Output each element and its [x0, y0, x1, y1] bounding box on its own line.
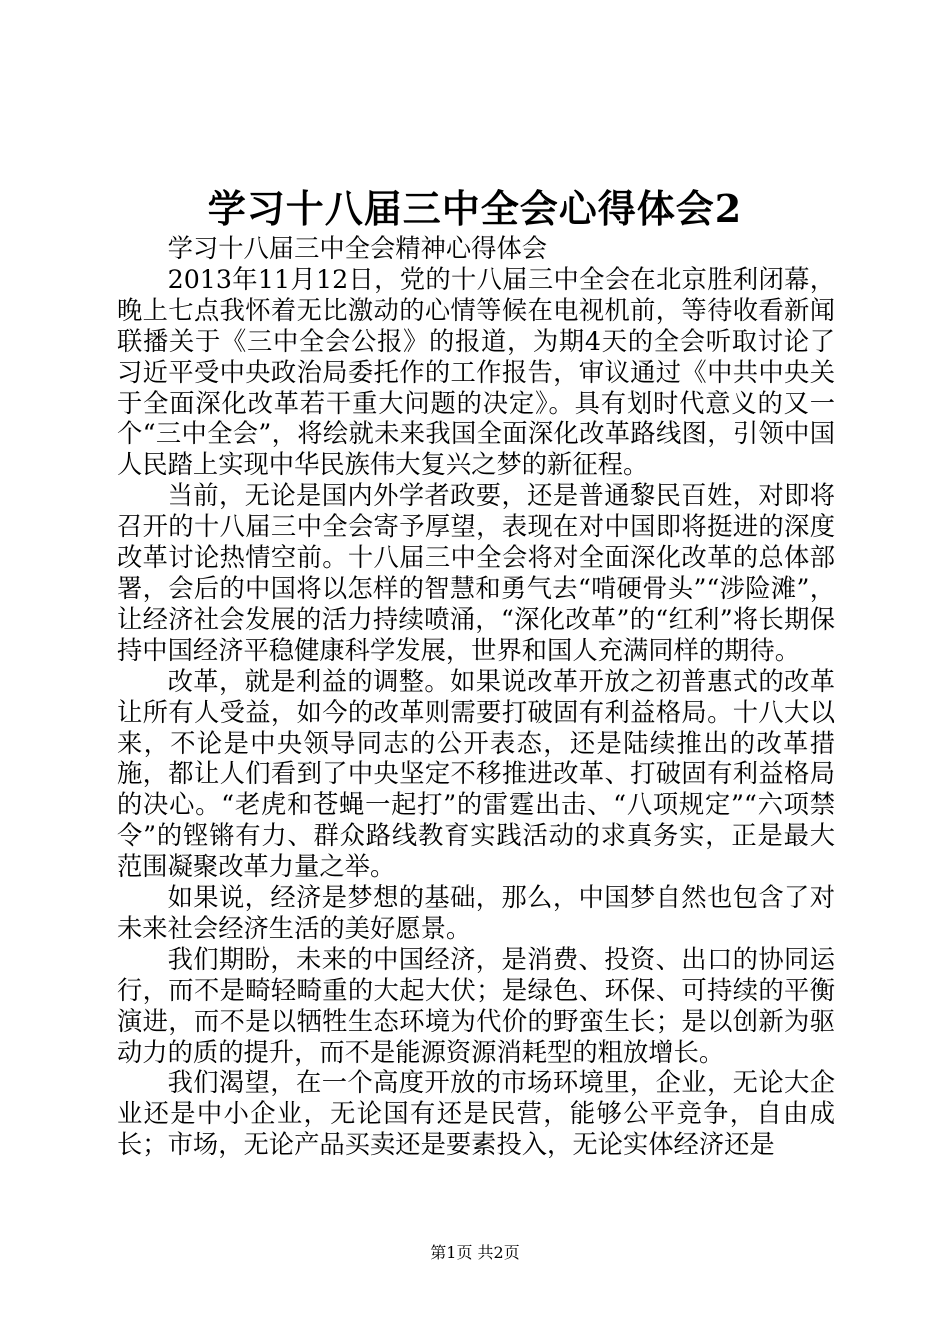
page-number-footer: 第1页 共2页	[430, 1243, 520, 1262]
paragraph: 2013年11月12日，党的十八届三中全会在北京胜利闭幕，晚上七点我怀着无比激动的心情等候在电视机前，等待收看新闻联播关于《三中全会公报》的报道，为期4天的全会听取讨论了习近平受中央政治局委托作的工作报告，审议通过《中共中央关于全面深化改革若干重大问题的决定》。具有划时代意义的又一个“三中全会”，将绘就未来我国全面深化改革路线图，引领中国人民踏上实现中华民族伟大复兴之梦的新征程。	[117, 264, 835, 480]
paragraph: 改革，就是利益的调整。如果说改革开放之初普惠式的改革让所有人受益，如今的改革则需要打破固有利益格局。十八大以来，不论是中央领导同志的公开表态，还是陆续推出的改革措施，都让人们看到了中央坚定不移推进改革、打破固有利益格局的决心。“老虎和苍蝇一起打”的雷霆出击、“八项规定”“六项禁令”的铿锵有力、群众路线教育实践活动的求真务实，正是最大范围凝聚改革力量之举。	[117, 666, 835, 882]
paragraph: 我们渴望，在一个高度开放的市场环境里，企业，无论大企业还是中小企业，无论国有还是民营，能够公平竞争，自由成长；市场，无论产品买卖还是要素投入，无论实体经济还是	[117, 1068, 835, 1160]
paragraph-subtitle: 学习十八届三中全会精神心得体会	[167, 234, 548, 263]
document-body	[117, 234, 835, 1161]
paragraph: 当前，无论是国内外学者政要，还是普通黎民百姓，对即将召开的十八届三中全会寄予厚望，表现在对中国即将挺进的深度改革讨论热情空前。十八届三中全会将对全面深化改革的总体部署，会后的中国将以怎样的智慧和勇气去“啃硬骨头”“涉险滩”，让经济社会发展的活力持续喷涌，“深化改革”的“红利”将长期保持中国经济平稳健康科学发展，世界和国人充满同样的期待。	[117, 481, 835, 665]
paragraph: 如果说，经济是梦想的基础，那么，中国梦自然也包含了对未来社会经济生活的美好愿景。	[117, 883, 835, 943]
document-title: 学习十八届三中全会心得体会2	[207, 186, 743, 231]
paragraph: 我们期盼，未来的中国经济，是消费、投资、出口的协同运行，而不是畸轻畸重的大起大伏；是绿色、环保、可持续的平衡演进，而不是以牺牲生态环境为代价的野蛮生长；是以创新为驱动力的质的提升，而不是能源资源消耗型的粗放增长。	[117, 944, 835, 1067]
